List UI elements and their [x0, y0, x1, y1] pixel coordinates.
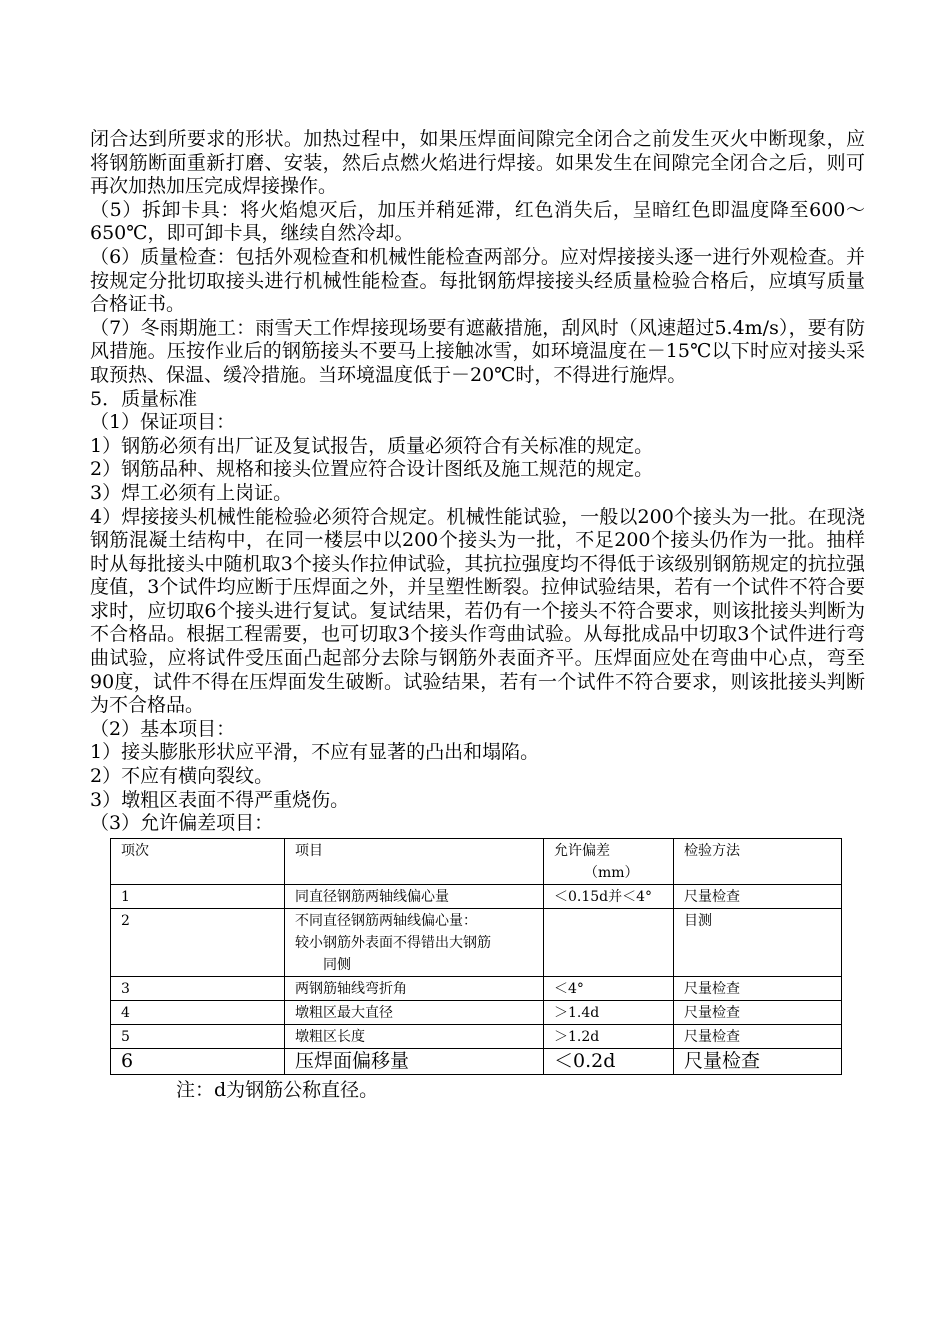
subheading-tolerance-items: （3）允许偏差项目： [90, 812, 274, 835]
header-tolerance: 允许偏差 （mm） [544, 838, 674, 884]
subheading-guarantee-items: （1）保证项目： [90, 411, 236, 434]
basic-item-2: 2）不应有横向裂纹。 [90, 765, 274, 788]
basic-item-3: 3）墩粗区表面不得严重烧伤。 [90, 788, 350, 811]
paragraph-remove-clamp: （5）拆卸卡具：将火焰熄灭后，加压并稍延滞，红色消失后，呈暗红色即温度降至600～650℃，即可卸卡具，继续自然冷却。 [90, 198, 865, 245]
header-method: 检验方法 [674, 838, 842, 884]
header-no: 项次 [111, 838, 285, 884]
document-page [90, 128, 865, 1103]
guarantee-item-2: 2）钢筋品种、规格和接头位置应符合设计图纸及施工规范的规定。 [90, 458, 654, 481]
subheading-basic-items: （2）基本项目： [90, 717, 236, 740]
table-row: 2 不同直径钢筋两轴线偏心量： 较小钢筋外表面不得错出大钢筋 同侧 目测 [111, 908, 842, 976]
table-row: 1 同直径钢筋两轴线偏心量 ＜0.15d并＜4° 尺量检查 [111, 884, 842, 908]
table-header-row [111, 838, 842, 884]
table-row: 3 两钢筋轴线弯折角 ＜4° 尺量检查 [111, 976, 842, 1000]
table-row: 6 压焊面偏移量 ＜0.2d 尺量检查 [111, 1048, 842, 1074]
paragraph-heating: 闭合达到所要求的形状。加热过程中，如果压焊面间隙完全闭合之前发生灭火中断现象，应将钢筋断面重新打磨、安装，然后点燃火焰进行焊接。如果发生在间隙完全闭合之后，则可再次加热加压完成焊接操作。 [90, 128, 865, 198]
guarantee-item-1: 1）钢筋必须有出厂证及复试报告，质量必须符合有关标准的规定。 [90, 434, 654, 457]
guarantee-item-3: 3）焊工必须有上岗证。 [90, 481, 293, 504]
basic-item-1: 1）接头膨胀形状应平滑，不应有显著的凸出和塌陷。 [90, 741, 540, 764]
tolerance-table [110, 838, 842, 1075]
paragraph-quality-check: （6）质量检查：包括外观检查和机械性能检查两部分。应对焊接接头逐一进行外观检查。并按规定分批切取接头进行机械性能检查。每批钢筋焊接接头经质量检验合格后，应填写质量合格证书。 [90, 245, 865, 316]
table-note: 注：d为钢筋公称直径。 [176, 1078, 379, 1101]
header-item: 项目 [285, 838, 544, 884]
table-row: 5 墩粗区长度 ＞1.2d 尺量检查 [111, 1024, 842, 1048]
guarantee-item-4: 4）焊接接头机械性能检验必须符合规定。机械性能试验，一般以200个接头为一批。在现浇钢筋混凝土结构中，在同一楼层中以200个接头为一批，不足200个接头仍作为一批。抽样时从每批接头中随机取3个接头作拉伸试验，其抗拉强度均不得低于该级别钢筋规定的抗拉强度值，3个试件均应断于压焊面之外，并呈塑性断裂。拉伸试验结果，若有一个试件不符合要求时，应切取6个接头进行复试。复试结果，若仍有一个接头不符合要求，则该批接头判断为不合格品。根据工程需要，也可切取3个接头作弯曲试验。从每批成品中切取3个试件进行弯曲试验，应将试件受压面凸起部分去除与钢筋外表面齐平。压焊面应处在弯曲中心点，弯至90度，试件不得在压焊面发生破断。试验结果，若有一个试件不符合要求，则该批接头判断为不合格品。 [90, 505, 865, 717]
section-heading-quality-standard: 5．质量标准 [90, 387, 198, 410]
table-row: 4 墩粗区最大直径 ＞1.4d 尺量检查 [111, 1000, 842, 1024]
paragraph-winter-rain: （7）冬雨期施工：雨雪天工作焊接现场要有遮蔽措施，刮风时（风速超过5.4m/s），要有防风措施。压按作业后的钢筋接头不要马上接触冰雪，如环境温度在－15℃以下时应对接头采取预热、保温、缓冷措施。当环境温度低于－20℃时，不得进行施焊。 [90, 316, 865, 386]
